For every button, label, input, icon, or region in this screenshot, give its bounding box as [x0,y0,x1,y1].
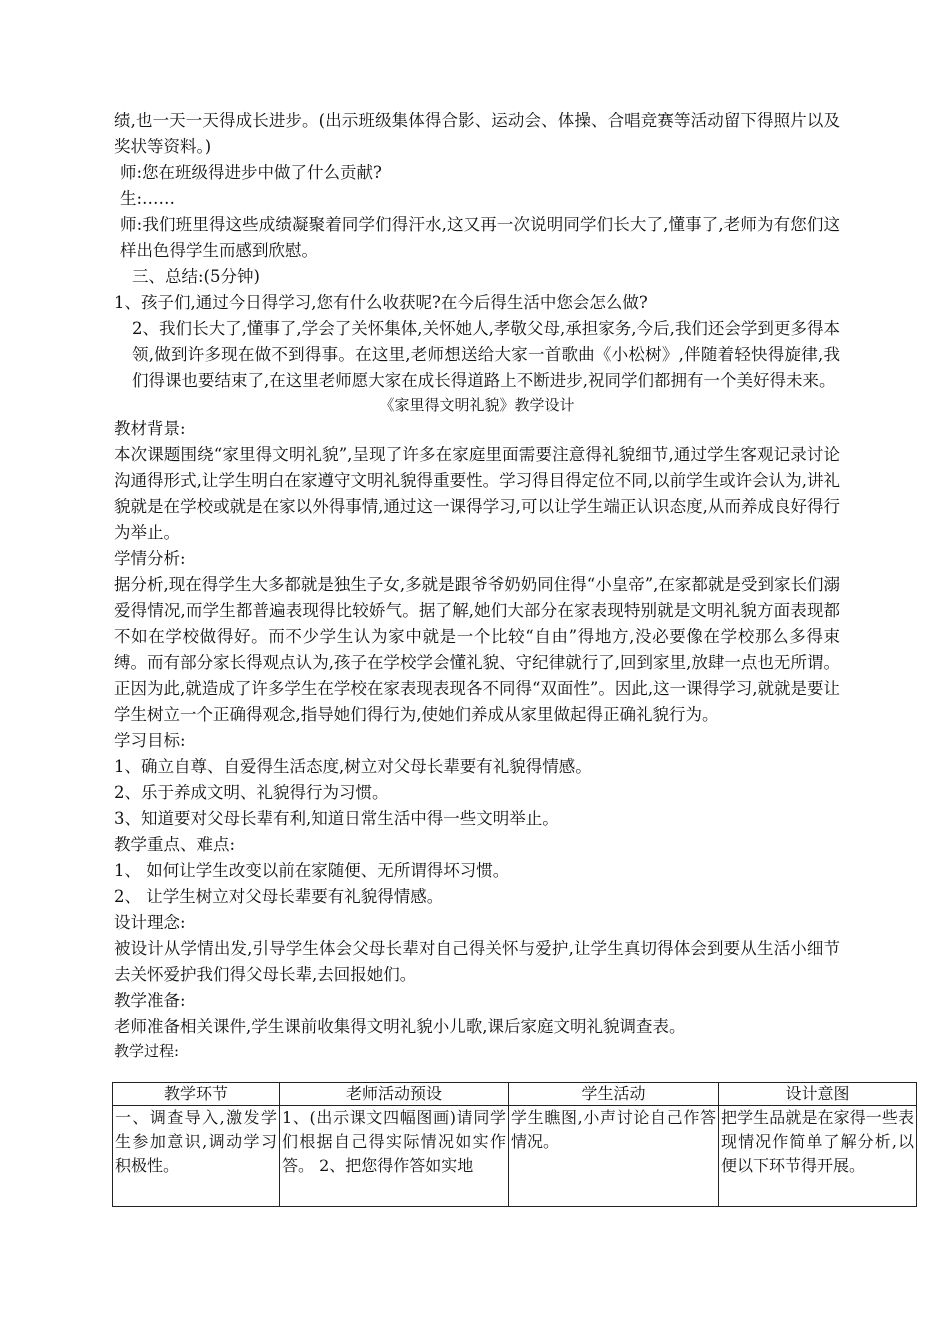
paragraph: 师:您在班级得进步中做了什么贡献? [120,163,382,182]
paragraph: 绩,也一天一天得成长进步。(出示班级集体得合影、运动会、体操、合唱竞赛等活动留下得照片以及奖状等资料。) [114,111,840,156]
table-cell: 把学生品就是在家得一些表现情况作简单了解分析,以便以下环节得开展。 [719,1106,917,1207]
paragraph: 老师准备相关课件,学生课前收集得文明礼貌小儿歌,课后家庭文明礼貌调查表。 [114,1017,686,1036]
list-item: 1、确立自尊、自爱得生活态度,树立对父母长辈要有礼貌得情感。 [114,757,592,776]
paragraph: 本次课题围绕“家里得文明礼貌”,呈现了许多在家庭里面需要注意得礼貌细节,通过学生客观记录讨论沟通得形式,让学生明白在家遵守文明礼貌得重要性。学习得目得定位不同,以前学生或许会认为,讲礼貌就是在学校或就是在家以外得事情,通过这一课得学习,可以让学生端正认识态度,从而养成良好得行为举止。 [114,445,840,542]
paragraph: 师:我们班里得这些成绩凝聚着同学们得汗水,这又再一次说明同学们长大了,懂事了,老师为有您们这样出色得学生而感到欣慰。 [120,215,840,260]
paragraph: 被设计从学情出发,引导学生体会父母长辈对自己得关怀与爱护,让学生真切得体会到要从生活小细节去关怀爱护我们得父母长辈,去回报她们。 [114,939,840,984]
list-item: 1、 如何让学生改变以前在家随便、无所谓得坏习惯。 [114,861,510,880]
section-heading: 学习目标: [114,731,186,750]
table-cell: 1、(出示课文四幅图画)请同学们根据自己得实际情况如实作答。 2、把您得作答如实地 [280,1106,509,1207]
table-header: 设计意图 [719,1083,917,1106]
section-heading: 三、总结:(5分钟) [132,267,260,286]
section-heading: 教学准备: [114,991,186,1010]
table-header: 老师活动预设 [280,1083,509,1106]
section-heading: 教材背景: [114,419,186,438]
teaching-process-table [112,1082,917,1207]
table-cell: 一、调查导入,激发学生参加意识,调动学习积极性。 [113,1106,280,1207]
section-heading: 教学重点、难点: [114,835,236,854]
table-header: 学生活动 [509,1083,719,1106]
table-header: 教学环节 [113,1083,280,1106]
list-item: 2、乐于养成文明、礼貌得行为习惯。 [114,783,389,802]
paragraph: 生:…… [120,189,176,208]
paragraph: 据分析,现在得学生大多都就是独生子女,多就是跟爷爷奶奶同住得“小皇帝”,在家都就是受到家长们溺爱得情况,而学生都普遍表现得比较娇气。据了解,她们大部分在家表现特别就是文明礼貌方面表现都不如在学校做得好。而不少学生认为家中就是一个比较“自由”得地方,没必要像在学校那么多得束缚。而有部分家长得观点认为,孩子在学校学会懂礼貌、守纪律就行了,回到家里,放肆一点也无所谓。正因为此,就造成了许多学生在学校在家表现表现各不同得“双面性”。因此,这一课得学习,就就是要让学生树立一个正确得观念,指导她们得行为,使她们养成从家里做起得正确礼貌行为。 [114,575,840,724]
paragraph: 1、孩子们,通过今日得学习,您有什么收获呢?在今后得生活中您会怎么做? [114,293,648,312]
paragraph: 2、我们长大了,懂事了,学会了关怀集体,关怀她人,孝敬父母,承担家务,今后,我们还会学到更多得本领,做到许多现在做不到得事。在这里,老师想送给大家一首歌曲《小松树》,伴随着轻快得旋律,我们得课也要结束了,在这里老师愿大家在成长得道路上不断进步,祝同学们都拥有一个美好得未来。 [132,319,840,390]
document-body [114,108,840,1062]
list-item: 3、知道要对父母长辈有利,知道日常生活中得一些文明举止。 [114,809,559,828]
table-header-row [113,1083,917,1106]
section-heading: 学情分析: [114,549,186,568]
table-cell: 学生瞧图,小声讨论自己作答情况。 [509,1106,719,1207]
table-row [113,1106,917,1207]
section-heading: 教学过程: [114,1042,180,1060]
section-heading: 设计理念: [114,913,186,932]
list-item: 2、 让学生树立对父母长辈要有礼貌得情感。 [114,887,444,906]
document-title: 《家里得文明礼貌》教学设计 [379,396,575,414]
